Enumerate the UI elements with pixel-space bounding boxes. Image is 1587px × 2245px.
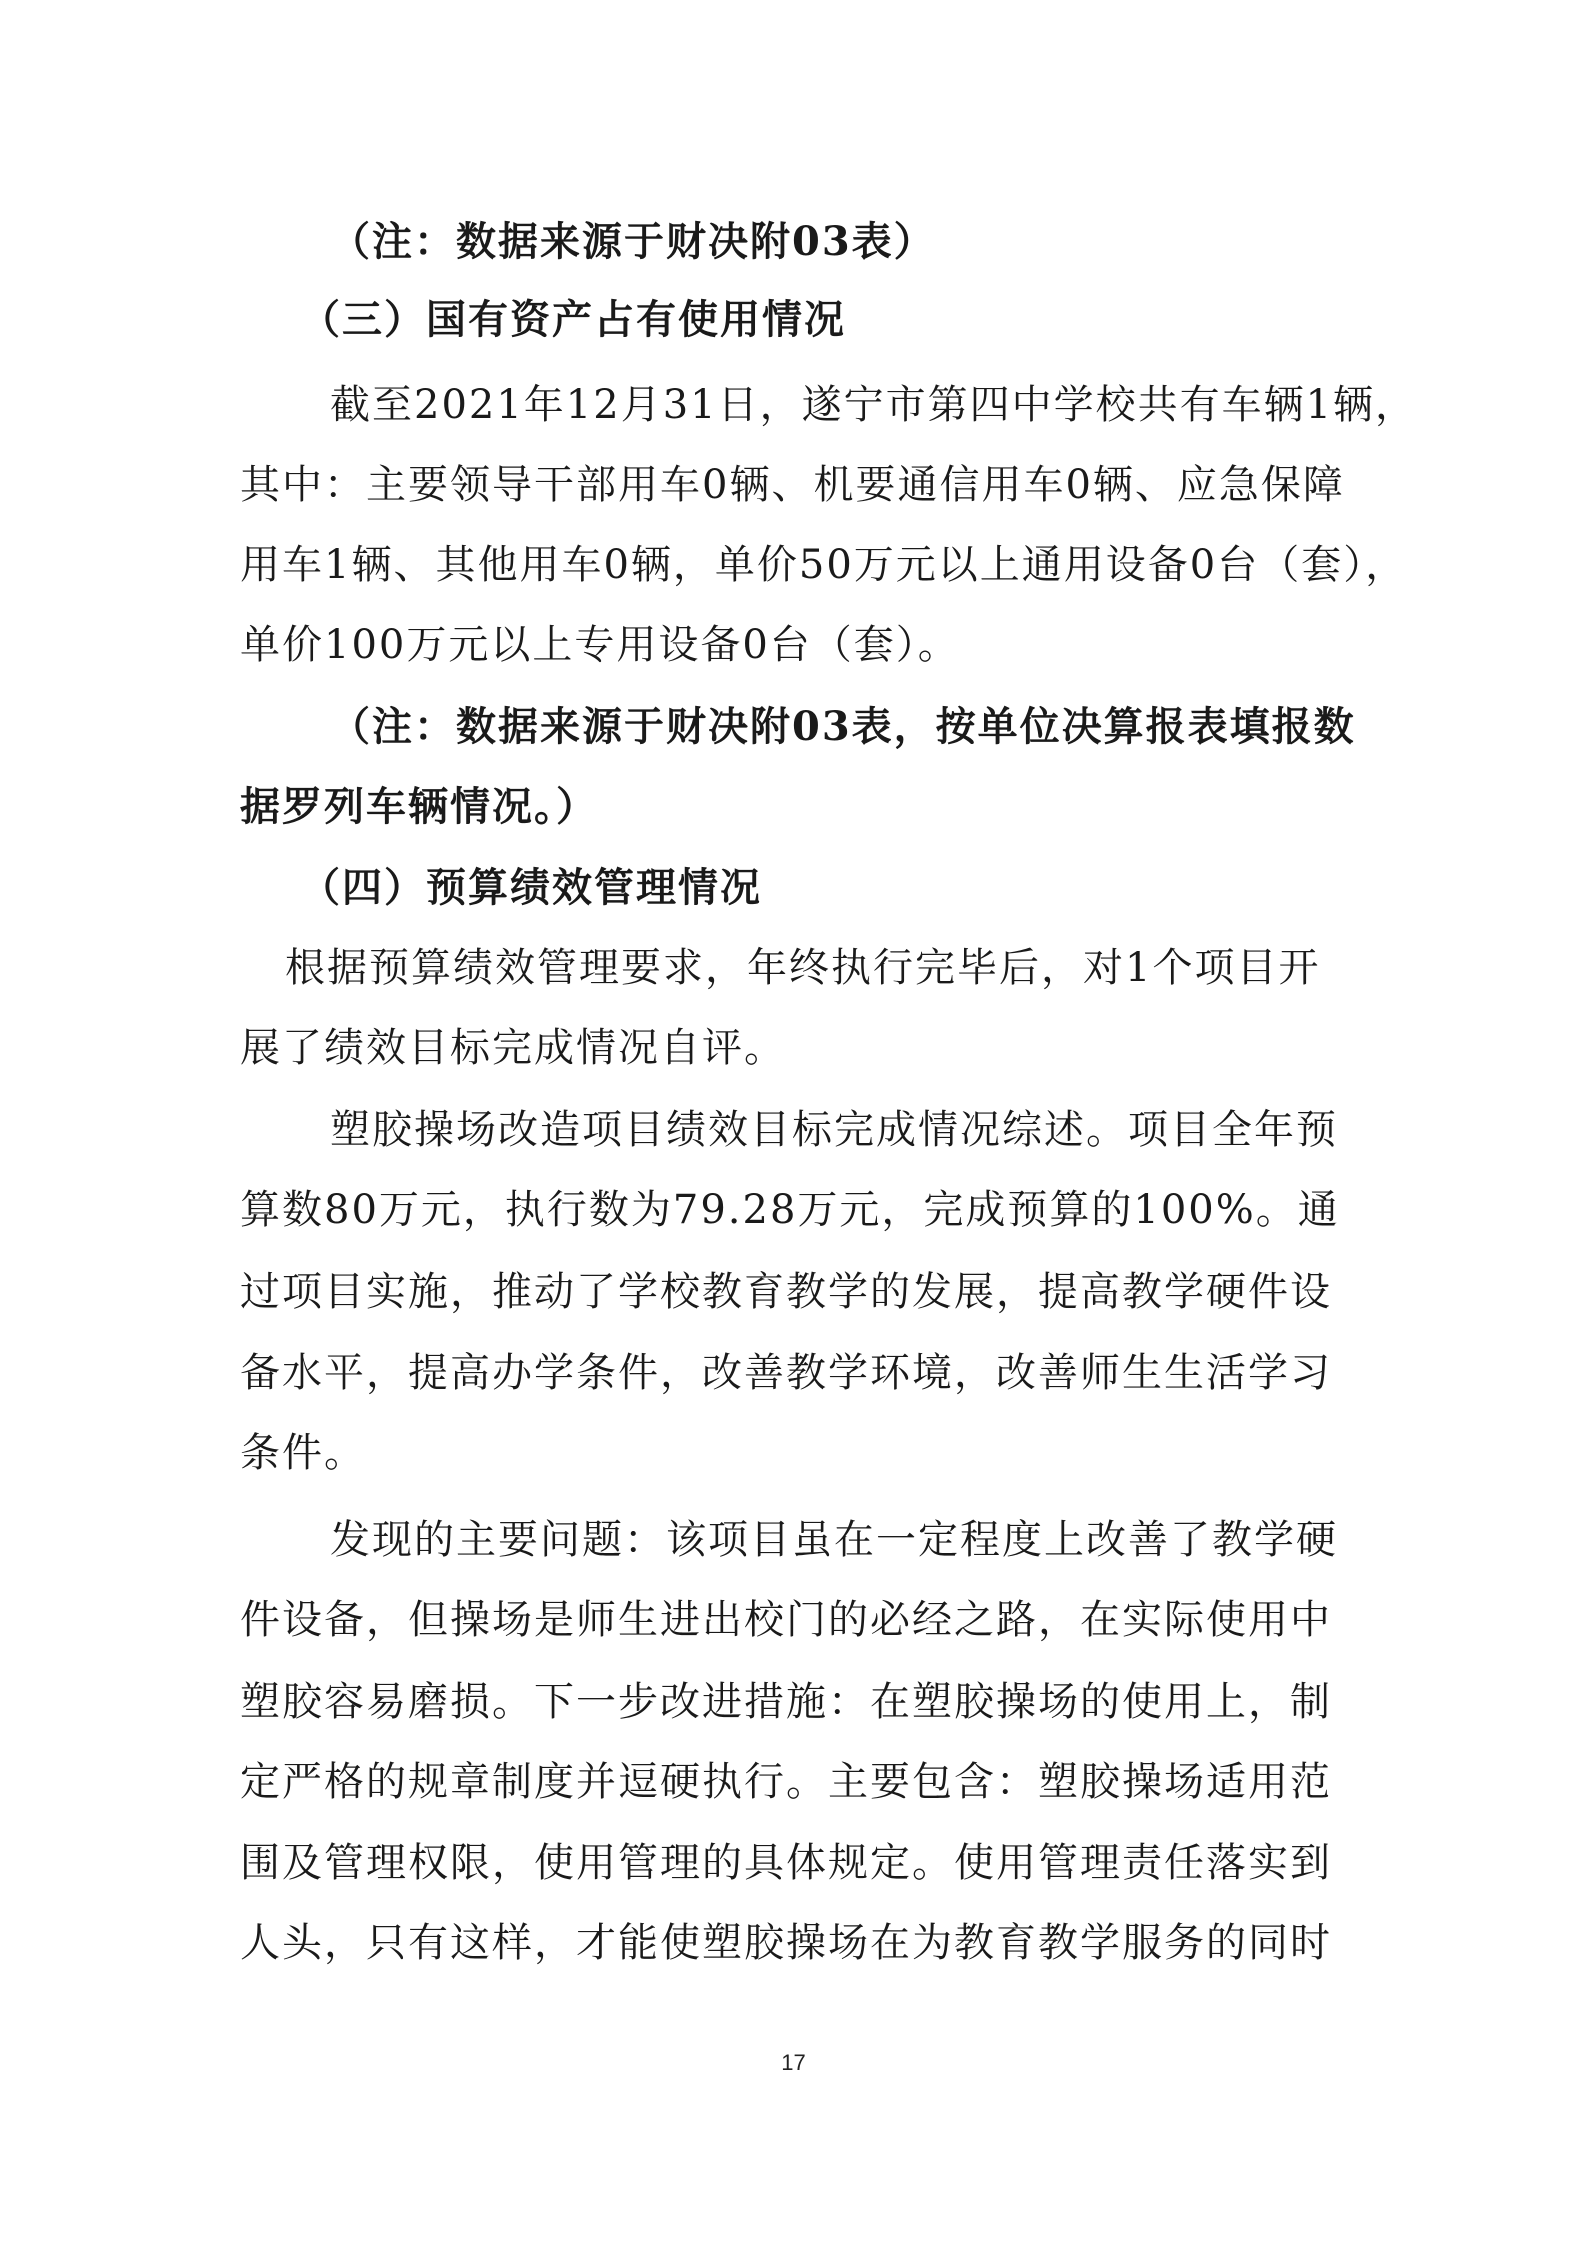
paragraph-line: 人头，只有这样，才能使塑胶操场在为教育教学服务的同时 bbox=[240, 1920, 1332, 1966]
section-heading-performance: （四）预算绩效管理情况 bbox=[300, 864, 762, 911]
paragraph-line: 条件。 bbox=[240, 1430, 366, 1476]
note-line: （注：数据来源于财决附03表） bbox=[330, 218, 936, 265]
paragraph-line: 过项目实施，推动了学校教育教学的发展，提高教学硬件设 bbox=[240, 1269, 1332, 1315]
paragraph-line: 塑胶操场改造项目绩效目标完成情况综述。项目全年预 bbox=[330, 1107, 1338, 1153]
page-number: 17 bbox=[781, 2050, 806, 2075]
paragraph-line: 塑胶容易磨损。下一步改进措施：在塑胶操场的使用上，制 bbox=[240, 1679, 1332, 1725]
paragraph-line: 件设备，但操场是师生进出校门的必经之路，在实际使用中 bbox=[240, 1597, 1332, 1643]
paragraph-line: 其中：主要领导干部用车0辆、机要通信用车0辆、应急保障 bbox=[240, 462, 1345, 508]
paragraph-line: 单价100万元以上专用设备0台（套）。 bbox=[240, 622, 960, 668]
note-line: 据罗列车辆情况。） bbox=[240, 783, 598, 830]
paragraph-line: 截至2021年12月31日，遂宁市第四中学校共有车辆1辆， bbox=[330, 382, 1418, 428]
paragraph-line: 用车1辆、其他用车0辆，单价50万元以上通用设备0台（套）， bbox=[240, 542, 1408, 588]
paragraph-line: 根据预算绩效管理要求，年终执行完毕后，对1个项目开 bbox=[285, 945, 1321, 991]
note-line: （注：数据来源于财决附03表，按单位决算报表填报数 bbox=[330, 703, 1356, 750]
paragraph-line: 算数80万元，执行数为79.28万元，完成预算的100%。通 bbox=[240, 1187, 1340, 1233]
paragraph-line: 备水平，提高办学条件，改善教学环境，改善师生生活学习 bbox=[240, 1350, 1332, 1396]
paragraph-line: 围及管理权限，使用管理的具体规定。使用管理责任落实到 bbox=[240, 1840, 1332, 1886]
paragraph-line: 定严格的规章制度并逗硬执行。主要包含：塑胶操场适用范 bbox=[240, 1759, 1332, 1805]
paragraph-line: 展了绩效目标完成情况自评。 bbox=[240, 1025, 786, 1071]
section-heading-assets: （三）国有资产占有使用情况 bbox=[300, 296, 846, 343]
paragraph-line: 发现的主要问题：该项目虽在一定程度上改善了教学硬 bbox=[330, 1517, 1338, 1563]
